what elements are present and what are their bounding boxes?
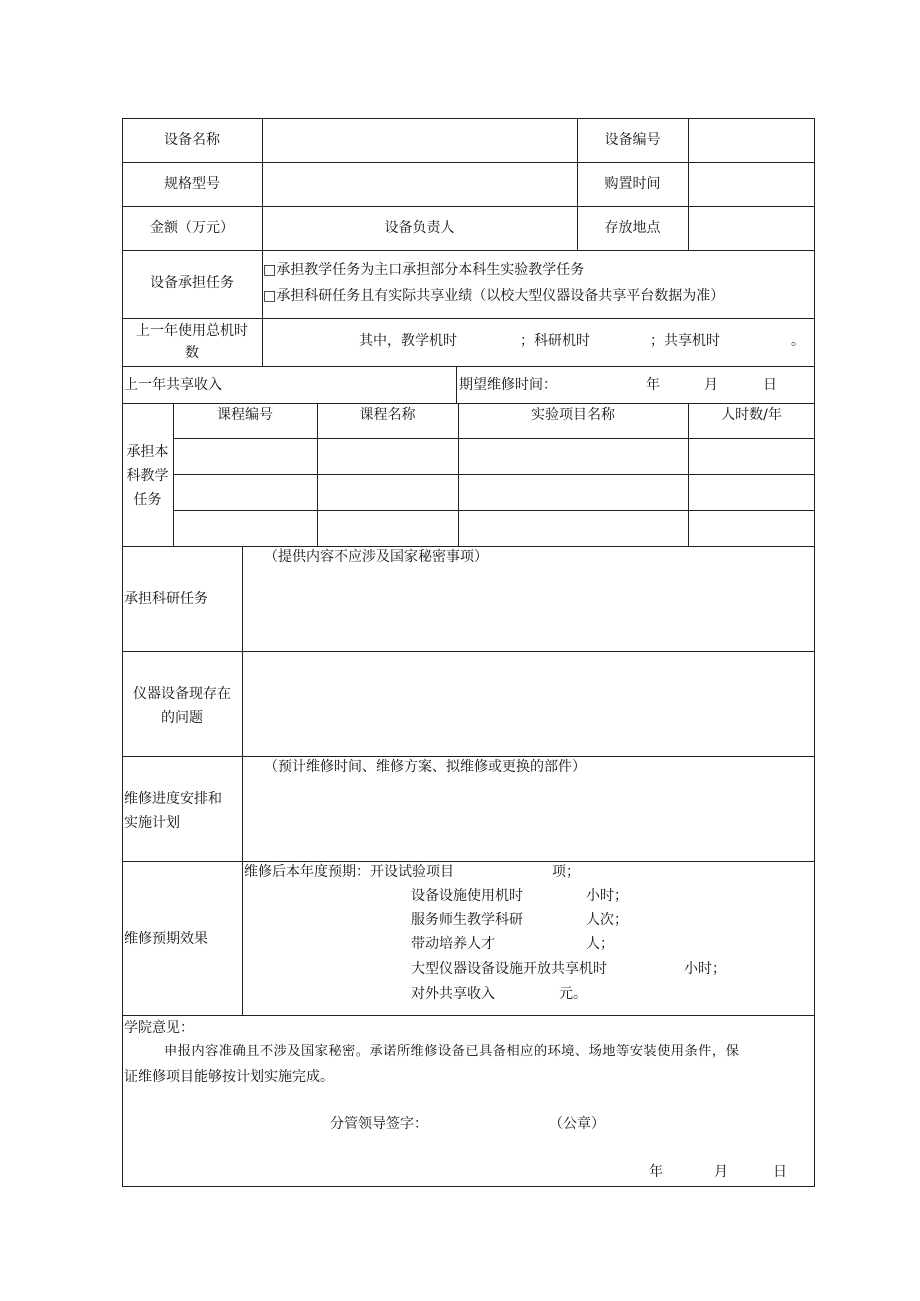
problems-label-line1: 仪器设备现存在	[133, 686, 231, 702]
column-divider	[173, 403, 174, 546]
expected-month: 月	[704, 377, 718, 393]
teaching-label-line3: 任务	[133, 492, 162, 508]
row-divider	[122, 366, 815, 367]
plan-label-line1: 维修进度安排和	[124, 791, 222, 807]
row-divider	[122, 403, 815, 404]
model-field[interactable]	[263, 163, 576, 206]
seal-label: （公章）	[549, 1116, 605, 1132]
effect-line6-unit: 元。	[559, 986, 587, 1002]
effect-line1-text: 维修后本年度预期：开设试验项目	[244, 864, 454, 880]
purchase-date-label: 购置时间	[604, 176, 661, 192]
effect-line3-text: 服务师生教学科研	[411, 912, 523, 928]
expected-year: 年	[646, 377, 660, 393]
column-divider	[317, 403, 318, 546]
header-person-hours: 人时数/年	[721, 407, 782, 423]
problems-field[interactable]	[243, 652, 814, 756]
usage-research-hours: ；科研机时	[520, 333, 590, 349]
expected-time-label: 期望维修时间：	[459, 377, 557, 393]
effect-line6-text: 对外共享收入	[411, 986, 495, 1002]
teaching-label-line1: 承担本	[126, 444, 169, 460]
plan-field[interactable]	[243, 780, 814, 860]
income-field[interactable]	[263, 367, 455, 403]
college-opinion-title: 学院意见：	[124, 1020, 194, 1036]
signature-label: 分管领导签字：	[330, 1116, 428, 1132]
usage-share-hours: ；共享机时	[650, 333, 720, 349]
row-divider	[122, 861, 815, 862]
effect-line2-text: 设备设施使用机时	[411, 888, 523, 904]
usage-end: 。	[791, 333, 805, 349]
equipment-name-label: 设备名称	[164, 132, 220, 148]
sign-day: 日	[773, 1164, 787, 1180]
plan-label-line2: 实施计划	[124, 815, 180, 831]
effect-line3-unit: 人次；	[586, 912, 628, 928]
effect-label: 维修预期效果	[124, 931, 208, 947]
location-field[interactable]	[689, 207, 814, 250]
row-divider	[122, 1015, 815, 1016]
amount-label: 金额（万元）	[150, 220, 234, 236]
research-field[interactable]	[243, 570, 814, 650]
effect-line5-unit: 小时；	[684, 961, 726, 977]
manager-label: 设备负责人	[384, 220, 455, 236]
column-divider	[458, 403, 459, 546]
research-task-checkbox[interactable]: □承担科研任务且有实际共享业绩（以校大型仪器设备共享平台数据为准）	[263, 288, 725, 304]
row-divider	[122, 756, 815, 757]
effect-line4-unit: 人；	[586, 936, 614, 952]
tasks-label: 设备承担任务	[150, 275, 234, 291]
row-divider	[173, 474, 815, 475]
effect-line2-unit: 小时；	[586, 888, 628, 904]
usage-teaching-hours: 其中，教学机时	[359, 333, 457, 349]
row-divider	[173, 438, 815, 439]
teaching-task-checkbox[interactable]: □承担教学任务为主口承担部分本科生实验教学任务	[263, 262, 585, 278]
row-divider	[122, 546, 815, 547]
header-course-name: 课程名称	[359, 407, 416, 423]
model-label: 规格型号	[164, 176, 220, 192]
sign-month: 月	[714, 1164, 728, 1180]
equipment-name-field[interactable]	[263, 119, 576, 162]
signature-field[interactable]	[432, 1112, 544, 1136]
expected-day: 日	[763, 377, 777, 393]
sign-year: 年	[649, 1164, 663, 1180]
usage-label-line1: 上一年使用总机时	[136, 323, 248, 339]
teaching-label-line2: 科教学	[126, 468, 169, 484]
effect-line4-text: 带动培养人才	[411, 936, 495, 952]
column-divider	[456, 366, 457, 403]
header-course-number: 课程编号	[217, 407, 273, 423]
header-experiment-name: 实验项目名称	[531, 407, 615, 423]
equipment-number-field[interactable]	[689, 119, 814, 162]
research-note: （提供内容不应涉及国家秘密事项）	[264, 549, 488, 565]
income-label: 上一年共享收入	[124, 377, 222, 393]
college-statement-line1: 申报内容准确且不涉及国家秘密。承诺所维修设备已具备相应的环境、场地等安装使用条件，保	[164, 1044, 740, 1059]
row-divider	[173, 510, 815, 511]
location-label: 存放地点	[604, 220, 661, 236]
effect-line5-text: 大型仪器设备设施开放共享机时	[411, 961, 607, 977]
plan-note: （预计维修时间、维修方案、拟维修或更换的部件）	[264, 759, 586, 775]
effect-line1-unit: 项；	[552, 864, 580, 880]
equipment-number-label: 设备编号	[604, 132, 661, 148]
row-divider	[122, 250, 815, 251]
problems-label-line2: 的问题	[161, 710, 203, 726]
row-divider	[122, 318, 815, 319]
college-statement-line2: 证维修项目能够按计划实施完成。	[124, 1069, 334, 1085]
column-divider	[688, 403, 689, 546]
usage-label-line2: 数	[185, 345, 199, 361]
research-label: 承担科研任务	[124, 591, 208, 607]
purchase-date-field[interactable]	[689, 163, 814, 206]
